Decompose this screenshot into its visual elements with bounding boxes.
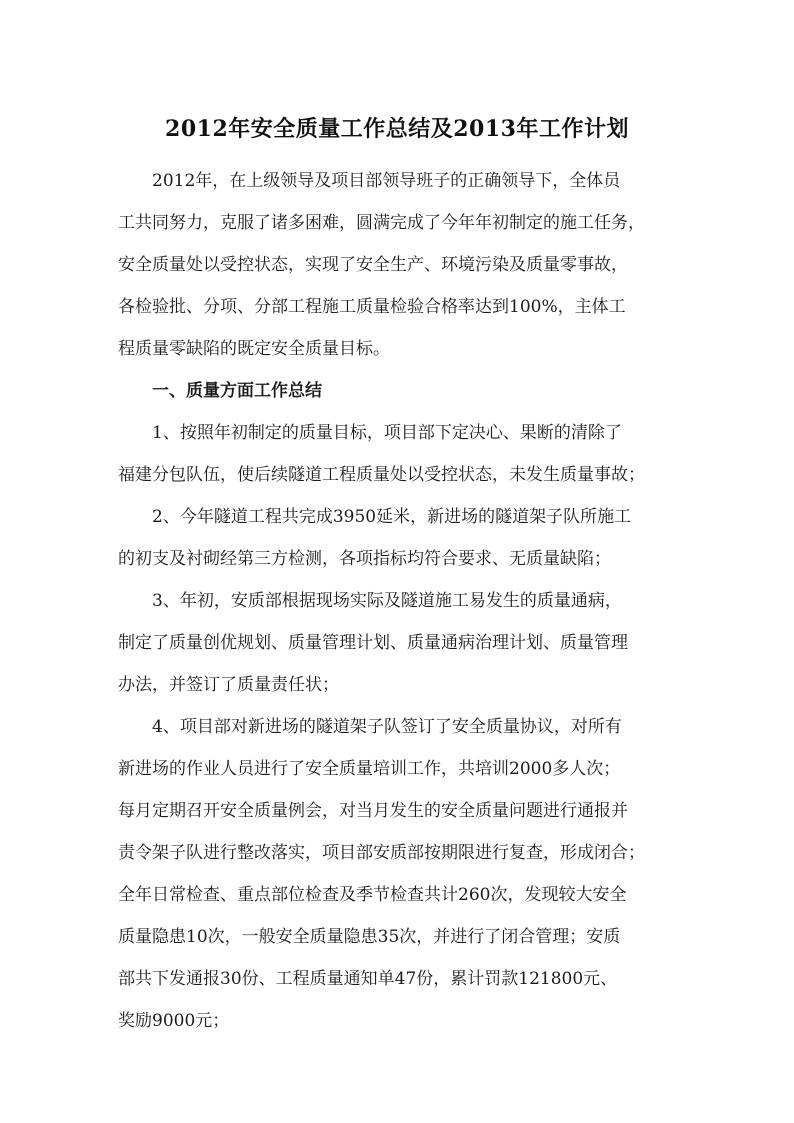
paragraph-line: 制定了质量创优规划、质量管理计划、质量通病治理计划、质量管理: [118, 633, 628, 653]
paragraph-line: 程质量零缺陷的既定安全质量目标。: [118, 339, 390, 359]
paragraph-line: 各检验批、分项、分部工程施工质量检验合格率达到100%，主体工: [118, 297, 626, 317]
paragraph-line: 4、项目部对新进场的隧道架子队签订了安全质量协议，对所有: [152, 717, 622, 737]
paragraph-line: 质量隐患10次，一般安全质量隐患35次，并进行了闭合管理；安质: [118, 927, 621, 947]
paragraph-line: 福建分包队伍，使后续隧道工程质量处以受控状态，未发生质量事故；: [118, 465, 645, 485]
section-heading: 一、质量方面工作总结: [152, 381, 322, 401]
paragraph-line: 全年日常检查、重点部位检查及季节检查共计260次，发现较大安全: [118, 885, 627, 905]
paragraph-line: 2、今年隧道工程共完成3950延米，新进场的隧道架子队所施工: [152, 507, 632, 527]
paragraph-line: 奖励9000元；: [118, 1011, 230, 1031]
paragraph-line: 责令架子队进行整改落实，项目部安质部按期限进行复查，形成闭合；: [118, 843, 645, 863]
paragraph-line: 2012年，在上级领导及项目部领导班子的正确领导下，全体员: [152, 171, 621, 191]
paragraph-line: 工共同努力，克服了诸多困难，圆满完成了今年年初制定的施工任务，: [118, 213, 645, 233]
paragraph-line: 每月定期召开安全质量例会，对当月发生的安全质量问题进行通报并: [118, 801, 628, 821]
paragraph-line: 安全质量处以受控状态，实现了安全生产、环境污染及质量零事故，: [118, 255, 628, 275]
paragraph-line: 部共下发通报30份、工程质量通知单47份，累计罚款121800元、: [118, 969, 618, 989]
paragraph-line: 办法，并签订了质量责任状；: [118, 675, 339, 695]
paragraph-line: 的初支及衬砌经第三方检测，各项指标均符合要求、无质量缺陷；: [118, 549, 611, 569]
document-title: 2012年安全质量工作总结及2013年工作计划: [165, 116, 629, 142]
paragraph-line: 新进场的作业人员进行了安全质量培训工作，共培训2000多人次；: [118, 759, 621, 779]
paragraph-line: 3、年初，安质部根据现场实际及隧道施工易发生的质量通病，: [152, 591, 622, 611]
paragraph-line: 1、按照年初制定的质量目标，项目部下定决心、果断的清除了: [152, 423, 622, 443]
